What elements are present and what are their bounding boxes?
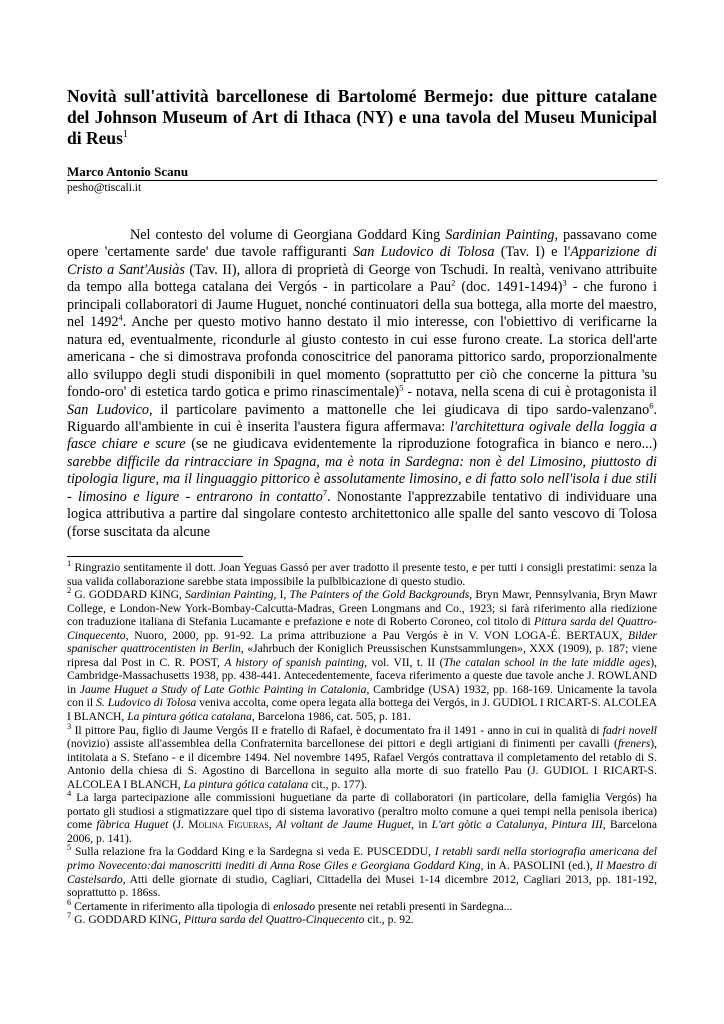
body-paragraph <box>67 227 657 541</box>
footnote-number: 4 <box>67 788 72 799</box>
text-run: presente nei retabli presenti in Sardegna... <box>315 899 513 913</box>
footnote-number: 6 <box>67 896 72 907</box>
footnote-number: 3 <box>67 720 72 731</box>
footnote-ref[interactable]: 3 <box>562 277 567 288</box>
italic-run: La pintura gótica catalana <box>183 777 309 791</box>
text-run: , il particolare pavimento a mattonelle che lei giudicava di tipo sardo-valenzano <box>149 401 650 418</box>
text-run: , <box>268 818 277 832</box>
text-run: Il pittore Pau, figlio di Jaume Vergós II e fratello di Rafael, è documentato fra il 1491 - anno in cui in qualità di <box>71 723 603 737</box>
footnote-ref[interactable]: 5 <box>399 382 404 393</box>
italic-run: sarebbe difficile da rintracciare in Spagna, ma è nota in Sardegna: non è del Limosino, piuttosto di tipologia ligure, ma il linguaggio pittorico è assolutamente limosino, e di fatto solo nell'isola i due stili - limosino e ligure - entrarono in contatto <box>67 453 657 505</box>
footnote-5 <box>67 842 658 900</box>
italic-run: San Ludovico di Tolosa <box>353 244 495 261</box>
italic-run: The catalan school in the late middle ages <box>443 655 651 669</box>
footnote-6 <box>67 896 657 914</box>
footnote-1 <box>67 558 657 588</box>
italic-run: A history of spanish painting, <box>224 655 368 669</box>
italic-run: enlosado <box>273 899 315 913</box>
italic-run: Al voltant de Jaume Huguet <box>276 818 412 832</box>
footnote-number: 5 <box>67 842 72 853</box>
italic-run: Apparizione di Cristo a Sant'Ausiàs <box>67 244 657 278</box>
footnote-separator <box>67 556 243 557</box>
text-run: I, <box>276 588 290 602</box>
italic-run: Sardinian Painting, <box>185 588 277 602</box>
footnote-number: 2 <box>67 585 72 596</box>
italic-run: Pittura sarda del Quattro-Cinquecento, <box>67 615 658 642</box>
text-run: Certamente in riferimento alla tipologia di <box>71 899 274 913</box>
header-rule <box>67 180 657 181</box>
text-run: veniva accolta, come opera legata alla bottega dei Vergós, in J. GUDIOL I RICART-S. ALCOLEA I BLANCH, <box>67 696 657 724</box>
text-run: , Barcelona 1986, cat. 505, p. 181. <box>251 710 411 724</box>
italic-run: S. Ludovico di Tolosa <box>96 696 197 710</box>
text-run: , in A. PASOLINI (ed.), <box>480 859 597 873</box>
text-run: (Tav. I) e l' <box>494 244 571 261</box>
article-title-text: Novità sull'attività barcellonese di Bartolomé Bermejo: due pitture catalane del Johnson Museum of Art di Ithaca (NY) e una tavola del Museu Municipal di Reus <box>67 86 657 148</box>
text-run: ), Cambridge-Massachusetts 1938, pp. 438-441. Antecedentemente, faceva riferimento a queste due tavole anche J. ROWLAND in <box>67 655 657 696</box>
text-run: cit., p. 177). <box>308 777 368 791</box>
author-name: Marco Antonio Scanu <box>67 164 189 179</box>
author-email[interactable]: pesho@tiscali.it <box>67 182 142 194</box>
text-run: , Atti delle giornate di studio, Cagliari, Cittadella dei Musei 1-14 dicembre 2012, Cagliari 2013, pp. 181-192, soprattutto p. 186ss. <box>67 872 657 900</box>
text-run: Sulla relazione fra la Goddard King e la Sardegna si veda E. PUSCEDDU, <box>71 845 435 859</box>
text-run: cit., p. 92. <box>364 913 414 927</box>
text-run: , Bryn Mawr, Pennsylvania, Bryn Mawr College, e London-New York-Bombay-Calcutta-Madras, Green Longmans and Co., 1923; si farà riferimento alla riedizione con traduzione italiana di Stefania Lucamante e prefazione e note di Roberto Coroneo, col titolo di <box>67 588 657 629</box>
italic-run: Bilder spanischer quattrocentisten in Berlin <box>67 628 657 656</box>
text-run: La larga partecipazione alle commissioni huguetiane da parte di collaboratori (in particolare, della famiglia Vergós) ha portato gli studiosi a stigmatizzare quel tipo di sistema lavorativo (peraltro molto comune a quei tempi nella penisola iberica) come <box>67 791 657 832</box>
article-title <box>67 86 657 149</box>
footnote-2 <box>67 585 658 724</box>
text-run: , Cambridge (USA) 1932, pp. 168-169. Unicamente la tavola con il <box>67 682 658 710</box>
text-run: (J. M <box>168 818 199 832</box>
footnote-number: 7 <box>67 910 72 921</box>
text-run: , passavano come opere 'certamente sarde' due tavole raffiguranti <box>67 227 657 261</box>
text-run: (doc. 1491-1494) <box>455 279 563 296</box>
text-run: G. GODDARD KING, <box>71 913 184 927</box>
italic-run: San Ludovico <box>67 401 149 418</box>
text-run: G. GODDARD KING, <box>71 588 186 602</box>
italic-run: Jaume Huguet a Study of Late Gothic Painting in Catalonia <box>79 682 367 696</box>
text-run: Nuoro, 2000, pp. 91-92. La prima attribuzione a Pau Vergós è in V. VON LOGA-É. BERTAUX, <box>128 628 629 642</box>
footnote-ref[interactable]: 6 <box>649 399 654 410</box>
text-run: - notava, nella scena di cui è protagonista il <box>403 384 658 401</box>
text-run: , in <box>411 818 432 832</box>
footnote-ref[interactable]: 7 <box>322 487 328 498</box>
body-text <box>67 227 657 541</box>
italic-run: The Painters of the Gold Backgrounds <box>289 588 470 602</box>
footnote-ref[interactable]: 2 <box>451 277 456 288</box>
italic-run: Sardinian Painting <box>445 227 555 243</box>
text-run: (novizio) assiste all'assemblea della Confraternita barcellonese dei pittori e degli artigiani di finimenti per cavalli ( <box>67 737 618 751</box>
text-run: . Anche per questo motivo hanno destato il mio interesse, con l'obiettivo di verificarne la natura ed, eventualmente, ricondurle al giusto contesto in cui esse furono create. La storica dell'arte americana - che si dimostrava profonda conoscitrice del panorama pittorico sardo, proporzionalmente allo sviluppo degli studi disponibili in quel momento (soprattutto per ciò che concerne la pittura 'su fondo-oro' di estetica tardo gotica e primo rinascimentale) <box>67 314 657 401</box>
italic-run: l'architettura ogivale della loggia a fasce chiare e scure <box>67 418 657 453</box>
text-run: . Riguardo all'ambiente in cui è inserita l'austera figura affermava: <box>67 401 657 435</box>
footnote-ref[interactable]: 1 <box>122 129 128 141</box>
text-run: ), intitolata a S. Stefano - e il dicembre 1494. Nel novembre 1495, Rafael Vergós contrattava il completamento del retablo di S. Antonio della chiesa di S. Agostino di Barcellona in seguito alla morte di suo fratello Pau (J. GUDIOL I RICART-S. ALCOLEA I BLANCH, <box>67 737 657 791</box>
small-caps-run: igueras <box>234 818 269 832</box>
text-run: . Nonostante l'apprezzabile tentativo di individuare una logica attributiva a partire dal singolare contesto architettonico alle spalle del santo vescovo di Tolosa (forse suscitata da alcune <box>67 488 657 540</box>
text-run: Ringrazio sentitamente il dott. Joan Yeguas Gassó per aver tradotto il presente testo, e per tutti i consigli prestatimi: senza la sua valida collaborazione sarebbe stata impossibile la pulblbicazione di questo studio. <box>67 561 657 588</box>
footnote-ref[interactable]: 4 <box>118 312 123 323</box>
small-caps-run: olina <box>198 818 224 832</box>
italic-run: I retabli sardi nella storiografia americana del primo Novecento:dai manoscritti inediti di Anna Rose Giles e Georgiana Goddard King <box>67 845 657 873</box>
text-run: (se ne giudicava evidentemente la riproduzione fotografica in bianco e nero...) <box>185 436 657 453</box>
italic-run: fàbrica Huguet <box>96 818 169 832</box>
text-run: F <box>223 818 235 832</box>
italic-run: Il Maestro di Castelsardo <box>67 859 658 886</box>
italic-run: freners <box>617 737 651 751</box>
text-run: vol. VII, t. II ( <box>367 655 444 669</box>
footnotes <box>67 558 658 927</box>
italic-run: L'art gòtic a Catalunya, Pintura III, <box>431 818 606 832</box>
text-run: - che furono i principali collaboratori di Jaume Huguet, nonché continuatori della sua bottega, alla morte del maestro, nel 1492 <box>67 279 657 331</box>
italic-run: La pintura gótica catalana <box>127 710 252 724</box>
text-run: Barcelona 2006, p. 141). <box>67 818 657 845</box>
italic-run: fadri novell <box>602 723 657 737</box>
footnote-3 <box>67 720 657 792</box>
footnote-number: 1 <box>67 558 72 569</box>
text-run: (Tav. II), allora di proprietà di George von Tschudi. In realtà, venivano attribuite da tempo alla bottega catalana dei Vergós - in particolare a Pau <box>67 261 658 296</box>
footnote-4 <box>67 788 657 845</box>
text-run: Nel contesto del volume di Georgiana Goddard King <box>130 227 446 243</box>
italic-run: Pittura sarda del Quattro-Cinquecento <box>183 913 365 927</box>
footnote-7 <box>67 910 657 927</box>
text-run: , «Jahrbuch der Koniglich Preussischen Kunstsammlungen», XXX (1909), p. 187; viene ripresa dal Post in C. R. POST, <box>67 642 657 669</box>
